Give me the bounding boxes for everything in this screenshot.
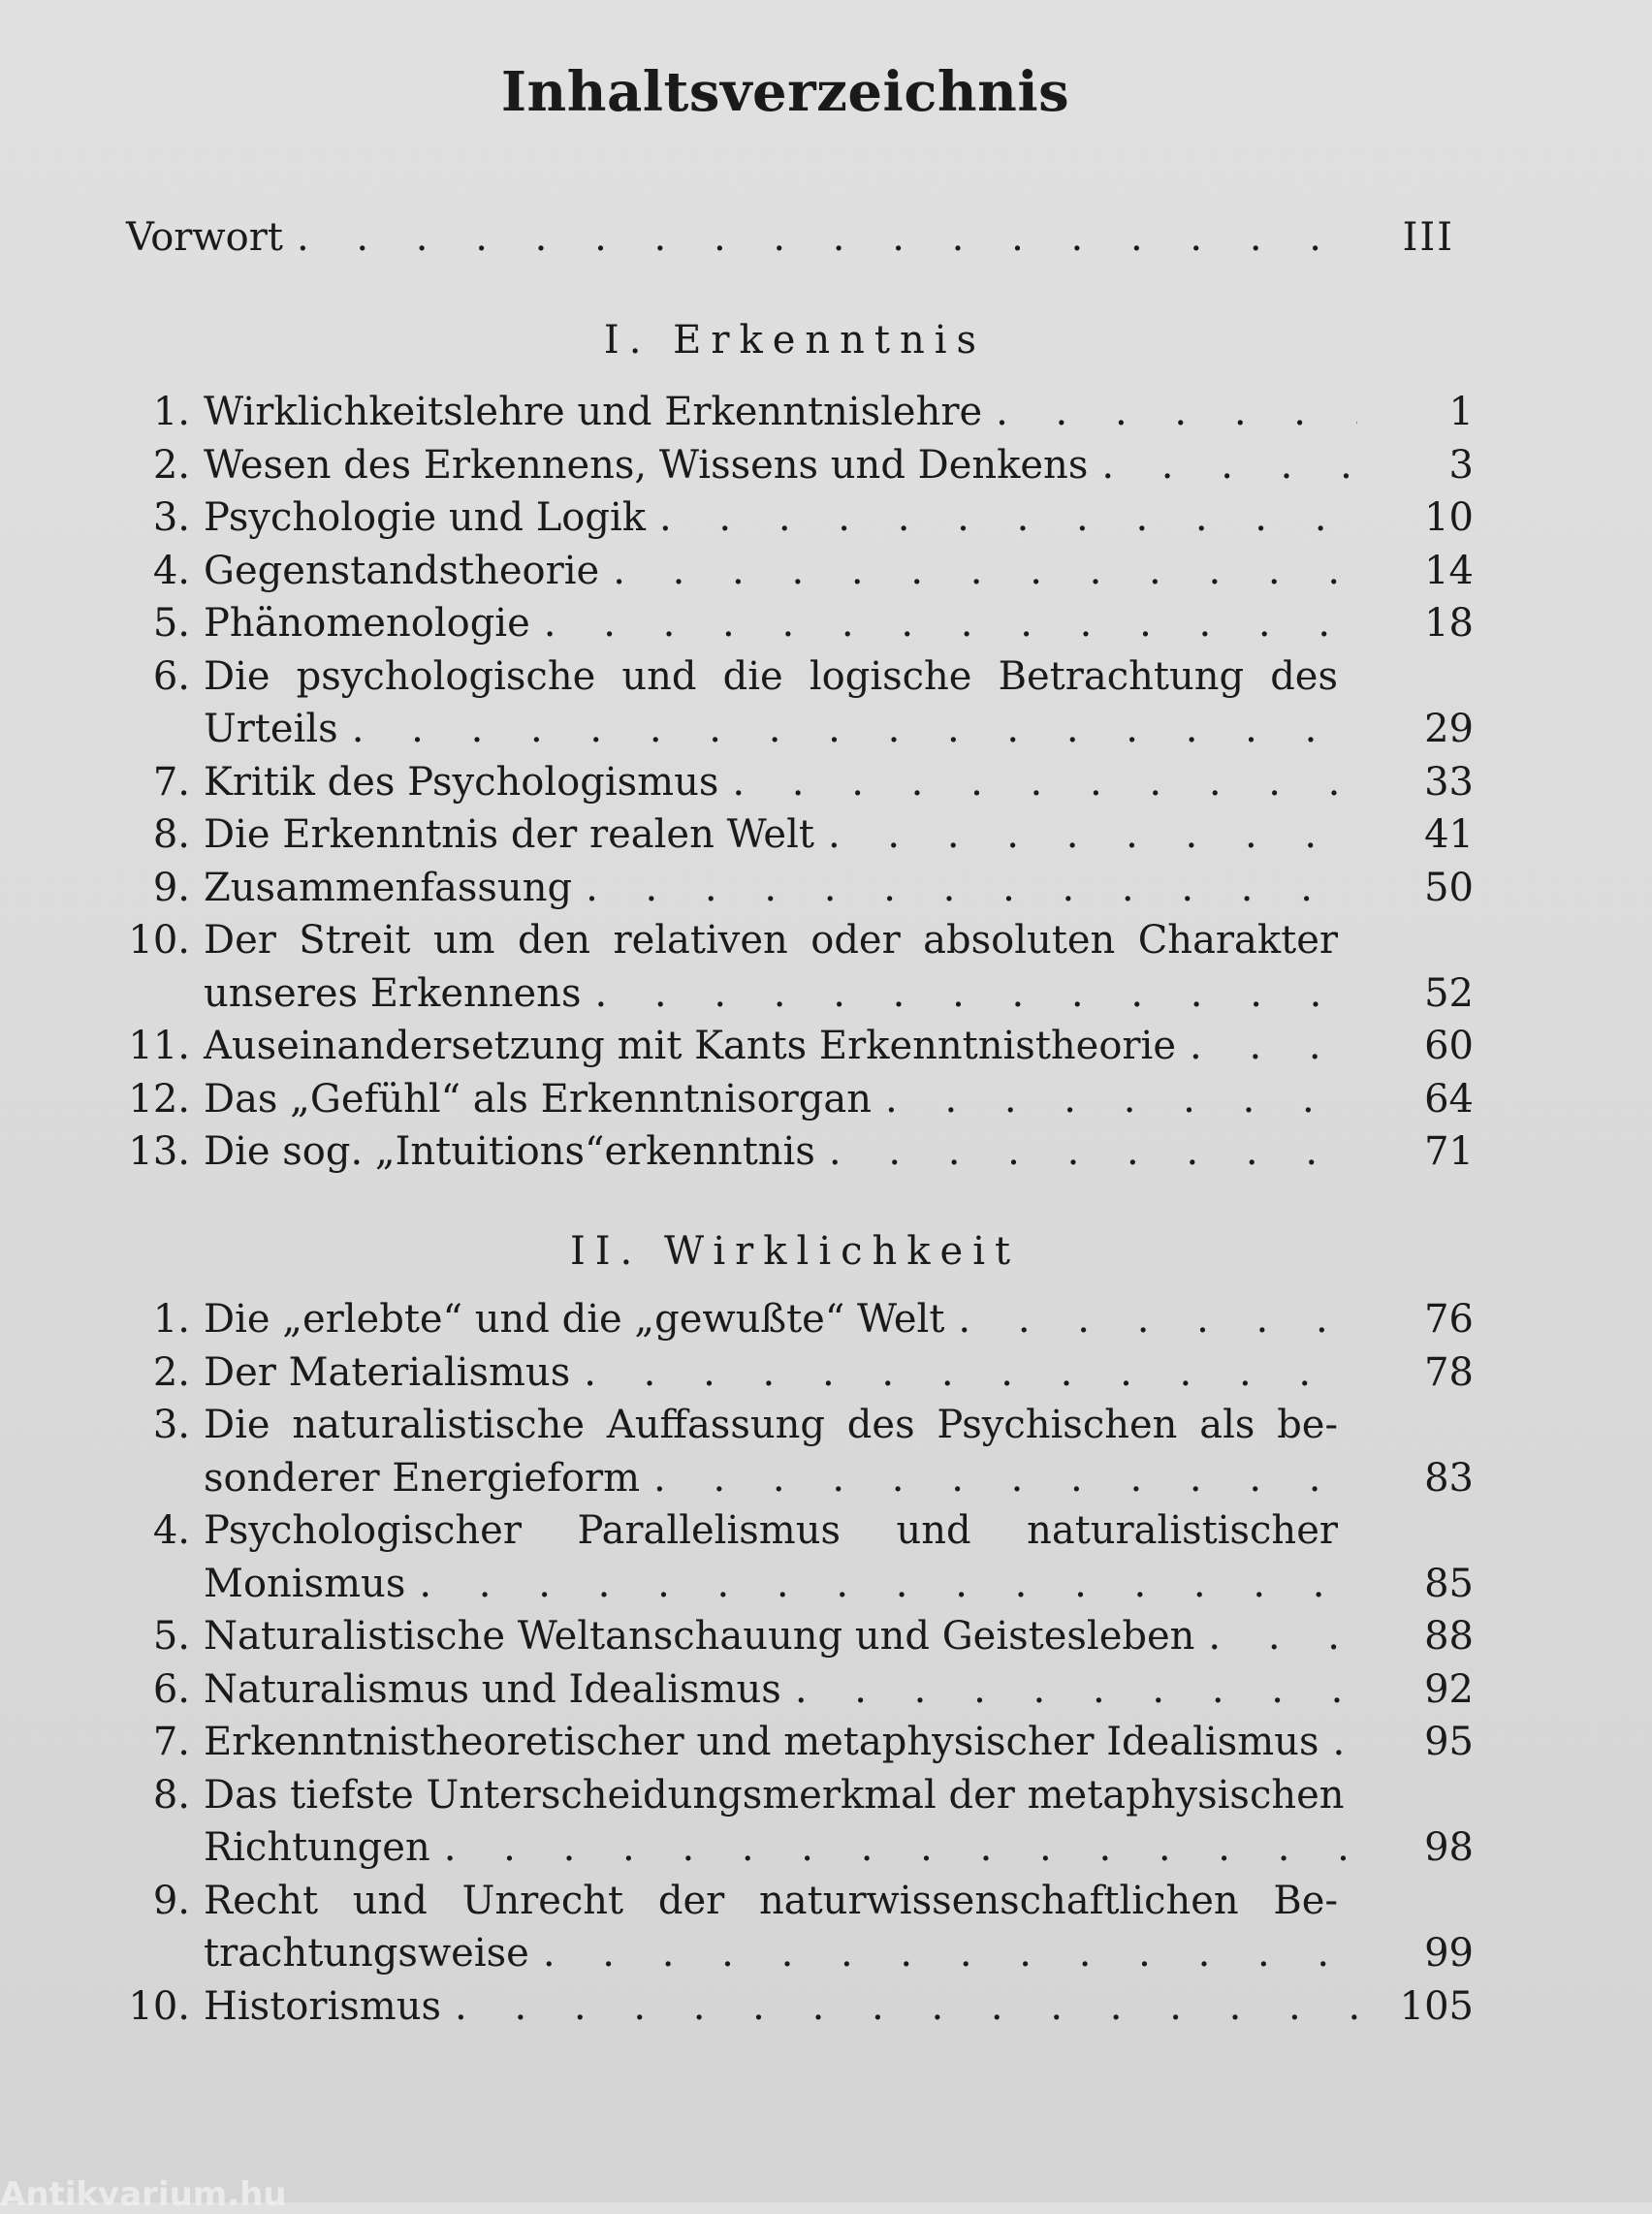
entry-title: Naturalismus und Idealismus bbox=[204, 1666, 781, 1712]
entry-title-line bbox=[204, 439, 1474, 492]
entry-title: Der Materialismus bbox=[204, 1349, 571, 1395]
entry-title-line: Die psychologische und die logische Betrachtung des bbox=[204, 653, 1338, 699]
entry-number: 10. bbox=[128, 918, 190, 963]
entry-body bbox=[204, 1020, 1474, 1073]
entry-page: 3 bbox=[1448, 442, 1474, 488]
leader-dots bbox=[996, 386, 1357, 439]
entry-number: 11. bbox=[128, 1024, 190, 1068]
leader-dots bbox=[419, 1558, 1357, 1611]
entry-number: 5. bbox=[152, 1614, 190, 1659]
toc-entry bbox=[97, 650, 1474, 756]
section-list bbox=[97, 1293, 1474, 2033]
leader-dots bbox=[732, 756, 1357, 809]
toc-entry bbox=[97, 545, 1474, 598]
leader-dots bbox=[584, 1346, 1357, 1400]
section-heading: I. Erkenntnis bbox=[603, 318, 987, 363]
entry-number: 13. bbox=[128, 1129, 190, 1174]
entry-page: 85 bbox=[1424, 1561, 1474, 1606]
leader-dots bbox=[297, 215, 1357, 260]
leader-dots bbox=[613, 545, 1357, 598]
entry-number: 12. bbox=[128, 1076, 190, 1122]
toc-entry bbox=[97, 1125, 1474, 1179]
entry-page: 14 bbox=[1424, 548, 1474, 593]
leader-dots bbox=[586, 862, 1357, 915]
entry-title: Kritik des Psychologismus bbox=[204, 759, 719, 805]
section-list bbox=[97, 386, 1474, 1179]
entry-title-line bbox=[204, 491, 1474, 545]
entry-title-line bbox=[204, 1980, 1474, 2034]
entry-number: 6. bbox=[152, 653, 190, 699]
entry-page: 99 bbox=[1424, 1931, 1474, 1976]
entry-title-line bbox=[204, 545, 1474, 598]
entry-title: Wesen des Erkennens, Wissens und Denkens bbox=[204, 442, 1089, 488]
entry-body bbox=[204, 1293, 1474, 1346]
entry-title-line bbox=[204, 597, 1474, 650]
entry-title-line bbox=[204, 808, 1474, 862]
entry-title-line bbox=[204, 1346, 1474, 1400]
vorwort-label: Vorwort bbox=[126, 215, 283, 260]
toc-entry bbox=[97, 1769, 1474, 1875]
entry-body bbox=[204, 597, 1474, 650]
entry-page: 18 bbox=[1424, 601, 1474, 646]
entry-page: 92 bbox=[1424, 1666, 1474, 1712]
entry-title: Gegenstandstheorie bbox=[204, 548, 600, 593]
entry-title-line bbox=[204, 1558, 1474, 1611]
entry-page: 10 bbox=[1424, 495, 1474, 540]
entry-number: 9. bbox=[152, 1878, 190, 1923]
entry-title: Historismus bbox=[204, 1983, 442, 2029]
entry-title: Urteils bbox=[204, 707, 338, 751]
entry-body bbox=[204, 1769, 1474, 1875]
leader-dots bbox=[885, 1073, 1357, 1126]
toc-entry bbox=[97, 1504, 1474, 1610]
entry-body bbox=[204, 439, 1474, 492]
entry-number: 10. bbox=[128, 1983, 190, 2029]
entry-body bbox=[204, 914, 1474, 1020]
entry-title-line bbox=[204, 967, 1474, 1021]
entry-title-line bbox=[204, 756, 1474, 809]
entry-body bbox=[204, 1346, 1474, 1400]
entry-body bbox=[204, 1663, 1474, 1717]
entry-body bbox=[204, 1125, 1474, 1179]
leader-dots bbox=[594, 967, 1357, 1021]
entry-page: 98 bbox=[1424, 1825, 1474, 1870]
entry-body bbox=[204, 1716, 1474, 1769]
entry-page: 105 bbox=[1399, 1983, 1474, 2029]
entry-number: 8. bbox=[152, 812, 190, 857]
entry-body bbox=[204, 1980, 1474, 2034]
entry-body bbox=[204, 650, 1474, 756]
leader-dots bbox=[829, 1125, 1357, 1179]
entry-title: Die sog. „Intuitions“erkenntnis bbox=[204, 1129, 815, 1174]
entry-title: Das „Gefühl“ als Erkenntnisorgan bbox=[204, 1076, 873, 1122]
entry-page: 33 bbox=[1424, 759, 1474, 805]
entry-title: Die Erkenntnis der realen Welt bbox=[204, 812, 814, 857]
entry-title: Monismus bbox=[204, 1561, 406, 1606]
entry-number: 3. bbox=[152, 1403, 190, 1447]
toc-entry bbox=[97, 597, 1474, 650]
entry-title: Wirklichkeitslehre und Erkenntnislehre bbox=[204, 390, 983, 434]
entry-title: Zusammenfassung bbox=[204, 865, 573, 910]
entry-number: 1. bbox=[152, 1297, 190, 1342]
leader-dots bbox=[352, 703, 1357, 756]
toc-entry bbox=[97, 491, 1474, 545]
entry-body bbox=[204, 1875, 1474, 1980]
leader-dots bbox=[455, 1980, 1357, 2034]
toc-entry bbox=[97, 1610, 1474, 1663]
toc-entry-vorwort bbox=[126, 215, 1454, 273]
entry-number: 2. bbox=[152, 1349, 190, 1395]
entry-page: 50 bbox=[1424, 865, 1474, 910]
entry-title-line bbox=[204, 1452, 1474, 1505]
leader-dots bbox=[795, 1663, 1357, 1717]
toc-entry bbox=[97, 1980, 1474, 2034]
entry-title-line bbox=[204, 1716, 1474, 1769]
entry-number: 7. bbox=[152, 759, 190, 805]
entry-page: 78 bbox=[1424, 1349, 1474, 1395]
entry-title-line bbox=[204, 1020, 1474, 1073]
toc-entry bbox=[97, 1399, 1474, 1504]
toc-entry bbox=[97, 386, 1474, 439]
entry-title-line bbox=[204, 1293, 1474, 1346]
entry-body bbox=[204, 491, 1474, 545]
vorwort-page: III bbox=[1402, 215, 1454, 260]
entry-page: 95 bbox=[1424, 1720, 1474, 1764]
toc-entry bbox=[97, 439, 1474, 492]
section-heading: II. Wirklichkeit bbox=[569, 1229, 1021, 1274]
entry-number: 7. bbox=[152, 1720, 190, 1764]
toc-entry bbox=[97, 1875, 1474, 1980]
leader-dots bbox=[828, 808, 1357, 862]
entry-page: 64 bbox=[1424, 1076, 1474, 1122]
entry-page: 76 bbox=[1424, 1297, 1474, 1342]
leader-dots bbox=[1332, 1716, 1357, 1769]
toc-entry bbox=[97, 1293, 1474, 1346]
entry-number: 6. bbox=[152, 1666, 190, 1712]
entry-title: unseres Erkennens bbox=[204, 970, 582, 1016]
toc-entry bbox=[97, 1716, 1474, 1769]
watermark: Antikvarium.hu bbox=[0, 2175, 287, 2214]
entry-title-line: Der Streit um den relativen oder absoluten Charakter bbox=[204, 918, 1338, 963]
entry-body bbox=[204, 808, 1474, 862]
entry-title: Naturalistische Weltanschauung und Geistesleben bbox=[204, 1614, 1195, 1659]
entry-page: 60 bbox=[1424, 1024, 1474, 1068]
entry-title: sonderer Energieform bbox=[204, 1455, 641, 1501]
entry-page: 29 bbox=[1424, 707, 1474, 751]
toc-entry bbox=[97, 1020, 1474, 1073]
entry-title-line: Das tiefste Unterscheidungsmerkmal der metaphysischen bbox=[204, 1772, 1345, 1818]
entry-title-line bbox=[204, 386, 1474, 439]
entry-title: Erkenntnistheoretischer und metaphysischer Idealismus bbox=[204, 1720, 1319, 1764]
leader-dots bbox=[543, 1927, 1357, 1980]
entry-title: Psychologie und Logik bbox=[204, 495, 646, 540]
leader-dots bbox=[444, 1821, 1357, 1875]
toc-entry bbox=[97, 1663, 1474, 1717]
entry-body bbox=[204, 1073, 1474, 1126]
entry-number: 9. bbox=[152, 865, 190, 910]
toc-entry bbox=[97, 1073, 1474, 1126]
leader-dots bbox=[1208, 1610, 1357, 1663]
entry-title-line: Die naturalistische Auffassung des Psychischen als be- bbox=[204, 1403, 1338, 1447]
entry-page: 41 bbox=[1424, 812, 1474, 857]
entry-title-line bbox=[204, 703, 1474, 756]
entry-body bbox=[204, 386, 1474, 439]
entry-body bbox=[204, 862, 1474, 915]
entry-body bbox=[204, 1399, 1474, 1504]
entry-title: Die „erlebte“ und die „gewußte“ Welt bbox=[204, 1297, 945, 1342]
entry-body bbox=[204, 1610, 1474, 1663]
page-title: Inhaltsverzeichnis bbox=[500, 60, 1070, 124]
toc-entry bbox=[97, 756, 1474, 809]
entry-body bbox=[204, 1504, 1474, 1610]
entry-number: 5. bbox=[152, 601, 190, 646]
toc-entry bbox=[97, 1346, 1474, 1400]
entry-body bbox=[204, 545, 1474, 598]
entry-page: 88 bbox=[1424, 1614, 1474, 1659]
entry-title: Phänomenologie bbox=[204, 601, 530, 646]
leader-dots bbox=[958, 1293, 1357, 1346]
entry-title: trachtungsweise bbox=[204, 1931, 529, 1976]
entry-body bbox=[204, 756, 1474, 809]
entry-title-line bbox=[204, 1073, 1474, 1126]
leader-dots bbox=[1101, 439, 1357, 492]
entry-number: 4. bbox=[152, 1508, 190, 1553]
entry-page: 83 bbox=[1424, 1455, 1474, 1501]
entry-title-line bbox=[204, 1821, 1474, 1875]
leader-dots bbox=[1190, 1020, 1357, 1073]
entry-title: Auseinandersetzung mit Kants Erkenntnistheorie bbox=[204, 1024, 1177, 1068]
entry-page: 71 bbox=[1424, 1129, 1474, 1174]
entry-title-line bbox=[204, 1125, 1474, 1179]
leader-dots bbox=[653, 1452, 1357, 1505]
entry-title-line bbox=[204, 1927, 1474, 1980]
entry-number: 2. bbox=[152, 442, 190, 488]
entry-page: 1 bbox=[1448, 390, 1474, 434]
entry-number: 4. bbox=[152, 548, 190, 593]
entry-title-line: Psychologischer Parallelismus und naturalistischer bbox=[204, 1508, 1338, 1553]
entry-title-line bbox=[204, 1610, 1474, 1663]
entry-title-line: Recht und Unrecht der naturwissenschaftlichen Be- bbox=[204, 1878, 1338, 1923]
leader-dots bbox=[659, 491, 1357, 545]
entry-title: Richtungen bbox=[204, 1825, 430, 1870]
entry-title-line bbox=[204, 1663, 1474, 1717]
entry-title-line bbox=[204, 862, 1474, 915]
entry-page: 52 bbox=[1424, 970, 1474, 1016]
toc-entry bbox=[97, 914, 1474, 1020]
entry-number: 1. bbox=[152, 390, 190, 434]
entry-number: 3. bbox=[152, 495, 190, 540]
entry-number: 8. bbox=[152, 1772, 190, 1818]
toc-entry bbox=[97, 808, 1474, 862]
leader-dots bbox=[544, 597, 1357, 650]
toc-entry bbox=[97, 862, 1474, 915]
